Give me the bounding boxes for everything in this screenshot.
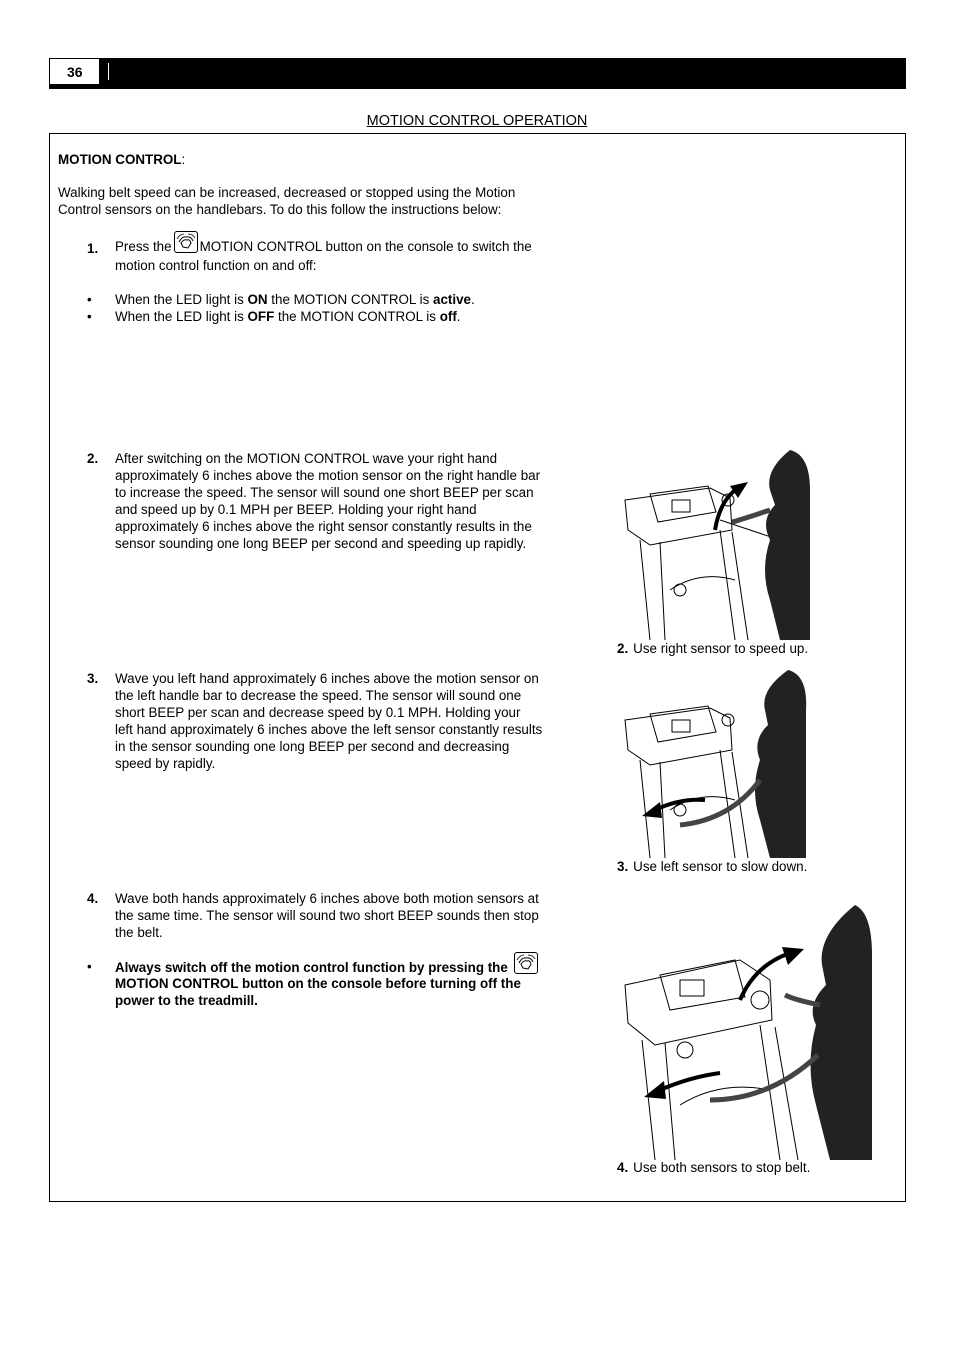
caption-step-2: 2. Use right sensor to speed up. (617, 641, 809, 656)
bullet-led-on: When the LED light is ON the MOTION CONTROL is active. (115, 292, 475, 307)
bullet-dot: • (87, 959, 92, 974)
caption-step-3: 3. Use left sensor to slow down. (617, 859, 808, 874)
header-divider (108, 63, 109, 80)
intro-line-2: Control sensors on the handlebars. To do this follow the instructions below: (58, 202, 502, 217)
motion-control-hand-icon (174, 231, 198, 253)
step-2-text: After switching on the MOTION CONTROL wave your right hand approximately 6 inches above the motion sensor on the right handle bar to increase the speed. The sensor will sound one short BEEP per scan and speed up by 0.1 MPH per BEEP. Holding your right hand approximately 6 inches above the right sensor constantly results in the sensor sounding one long BEEP per second and speeding up rapidly. (115, 451, 541, 551)
step-4-number: 4. (87, 891, 99, 906)
section-title-text: MOTION CONTROL OPERATION (366, 113, 588, 129)
page-header-bar (49, 58, 906, 89)
step-3-number: 3. (87, 671, 99, 686)
right-sensor-illustration (620, 450, 812, 640)
section-title (0, 113, 954, 129)
left-sensor-illustration (620, 670, 810, 858)
step-3-text: Wave you left hand approximately 6 inches above the motion sensor on the left handle bar to decrease the speed. The sensor will sound one short BEEP per scan and decrease speed by 0.1 MPH. Holding your left hand approximately 6 inches above the left sensor constantly results in the sensor sounding one long BEEP per second and decreasing speed by rapidly. (115, 671, 543, 771)
motion-control-hand-icon (514, 952, 538, 974)
bullet-dot: • (87, 309, 92, 324)
step-4-text: Wave both hands approximately 6 inches above both motion sensors at the same time. The sensor will sound two short BEEP sounds then stop the belt. (115, 891, 539, 940)
both-sensors-illustration (620, 905, 872, 1160)
intro-line-1: Walking belt speed can be increased, decreased or stopped using the Motion (58, 185, 516, 200)
warning-text: Always switch off the motion control function by pressing the MOTION CONTROL button on the console before turning off the power to the treadmill. (115, 952, 585, 1009)
page-number: 36 (49, 58, 100, 85)
intro-heading: MOTION CONTROL: (58, 152, 186, 167)
step-2-number: 2. (87, 451, 99, 466)
bullet-led-off: When the LED light is OFF the MOTION CONTROL is off. (115, 309, 461, 324)
caption-step-4: 4. Use both sensors to stop belt. (617, 1160, 811, 1175)
step-1-number: 1. (87, 241, 99, 256)
bullet-dot: • (87, 292, 92, 307)
step-1-text: Press the MOTION CONTROL button on the console to switch the motion control function on and off: (115, 230, 585, 274)
